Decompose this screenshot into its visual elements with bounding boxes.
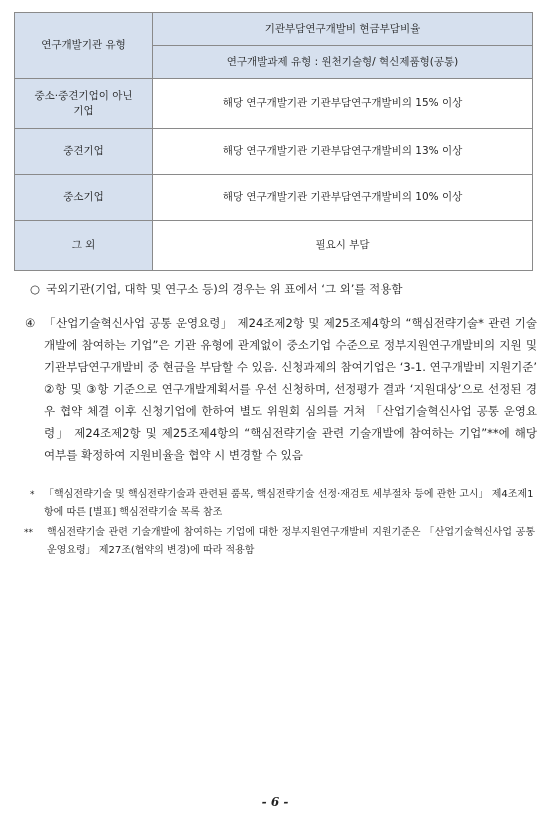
clause-4 [25, 312, 537, 466]
row-label: 중소·중견기업이 아닌 기업 [15, 79, 153, 129]
row-label: 그 외 [15, 221, 153, 271]
footnote-1 [30, 486, 535, 522]
table-row [15, 175, 533, 221]
row-label: 중소기업 [15, 175, 153, 221]
footnote-text: 핵심전략기술 관련 기술개발에 참여하는 기업에 대한 정부지원연구개발비 지원기준은 「산업기술혁신사업 공통 운영요령」 제27조(협약의 변경)에 따라 적용함 [47, 527, 535, 556]
cost-ratio-table [14, 12, 533, 271]
footnote-marker: ** [24, 528, 33, 538]
row-value: 해당 연구개발기관 기관부담연구개발비의 15% 이상 [153, 79, 533, 129]
table-row [15, 79, 533, 129]
circle-bullet-icon: ○ [30, 282, 41, 296]
clause-text: 「산업기술혁신사업 공통 운영요령」 제24조제2항 및 제25조제4항의 “핵심전략기술* 관련 기술개발에 참여하는 기업”은 기관 유형에 관계없이 중소기업 수준으로 정부지원연구개발비의 지원 및 기관부담연구개발비 중 현금을 부담할 수 있음. 신청과제의 참여기업은 ‘3-1. 연구개발비 지원기준’ ②항 및 ③항 기준으로 연구개발계획서를 우선 신청하며, 선정평가 결과 ‘지원대상’으로 선정된 경우 협약 체결 이후 신청기업에 한하여 별도 위원회 심의를 거쳐 「산업기술혁신사업 공통 운영요령」 제24조제2항 및 제25조제4항의 “핵심전략기술 관련 기술개발에 참여하는 기업”**에 해당 여부를 확정하여 지원비율을 협약 시 변경할 수 있음 [44, 316, 537, 462]
row-value: 해당 연구개발기관 기관부담연구개발비의 10% 이상 [153, 175, 533, 221]
header-ratio: 기관부담연구개발비 현금부담비율 [153, 13, 533, 46]
row-value: 해당 연구개발기관 기관부담연구개발비의 13% 이상 [153, 129, 533, 175]
row-label: 중견기업 [15, 129, 153, 175]
page-number: - 6 - [261, 795, 289, 809]
row-value: 필요시 부담 [153, 221, 533, 271]
header-project-type: 연구개발과제 유형 : 원천기술형/ 혁신제품형(공통) [153, 46, 533, 79]
footnote-2 [24, 524, 535, 560]
table-row [15, 129, 533, 175]
header-org-type: 연구개발기관 유형 [15, 13, 153, 79]
foreign-org-note [30, 281, 402, 297]
clause-number: ④ [25, 316, 36, 330]
footnote-text: 「핵심전략기술 및 핵심전략기술과 관련된 품목, 핵심전략기술 선정·재검토 세부절차 등에 관한 고시」 제4조제1항에 따른 [별표] 핵심전략기술 목록 참조 [44, 489, 534, 518]
table-row [15, 221, 533, 271]
footnote-marker: * [30, 490, 35, 500]
note-text: 국외기관(기업, 대학 및 연구소 등)의 경우는 위 표에서 ‘그 외’를 적용함 [46, 282, 403, 296]
